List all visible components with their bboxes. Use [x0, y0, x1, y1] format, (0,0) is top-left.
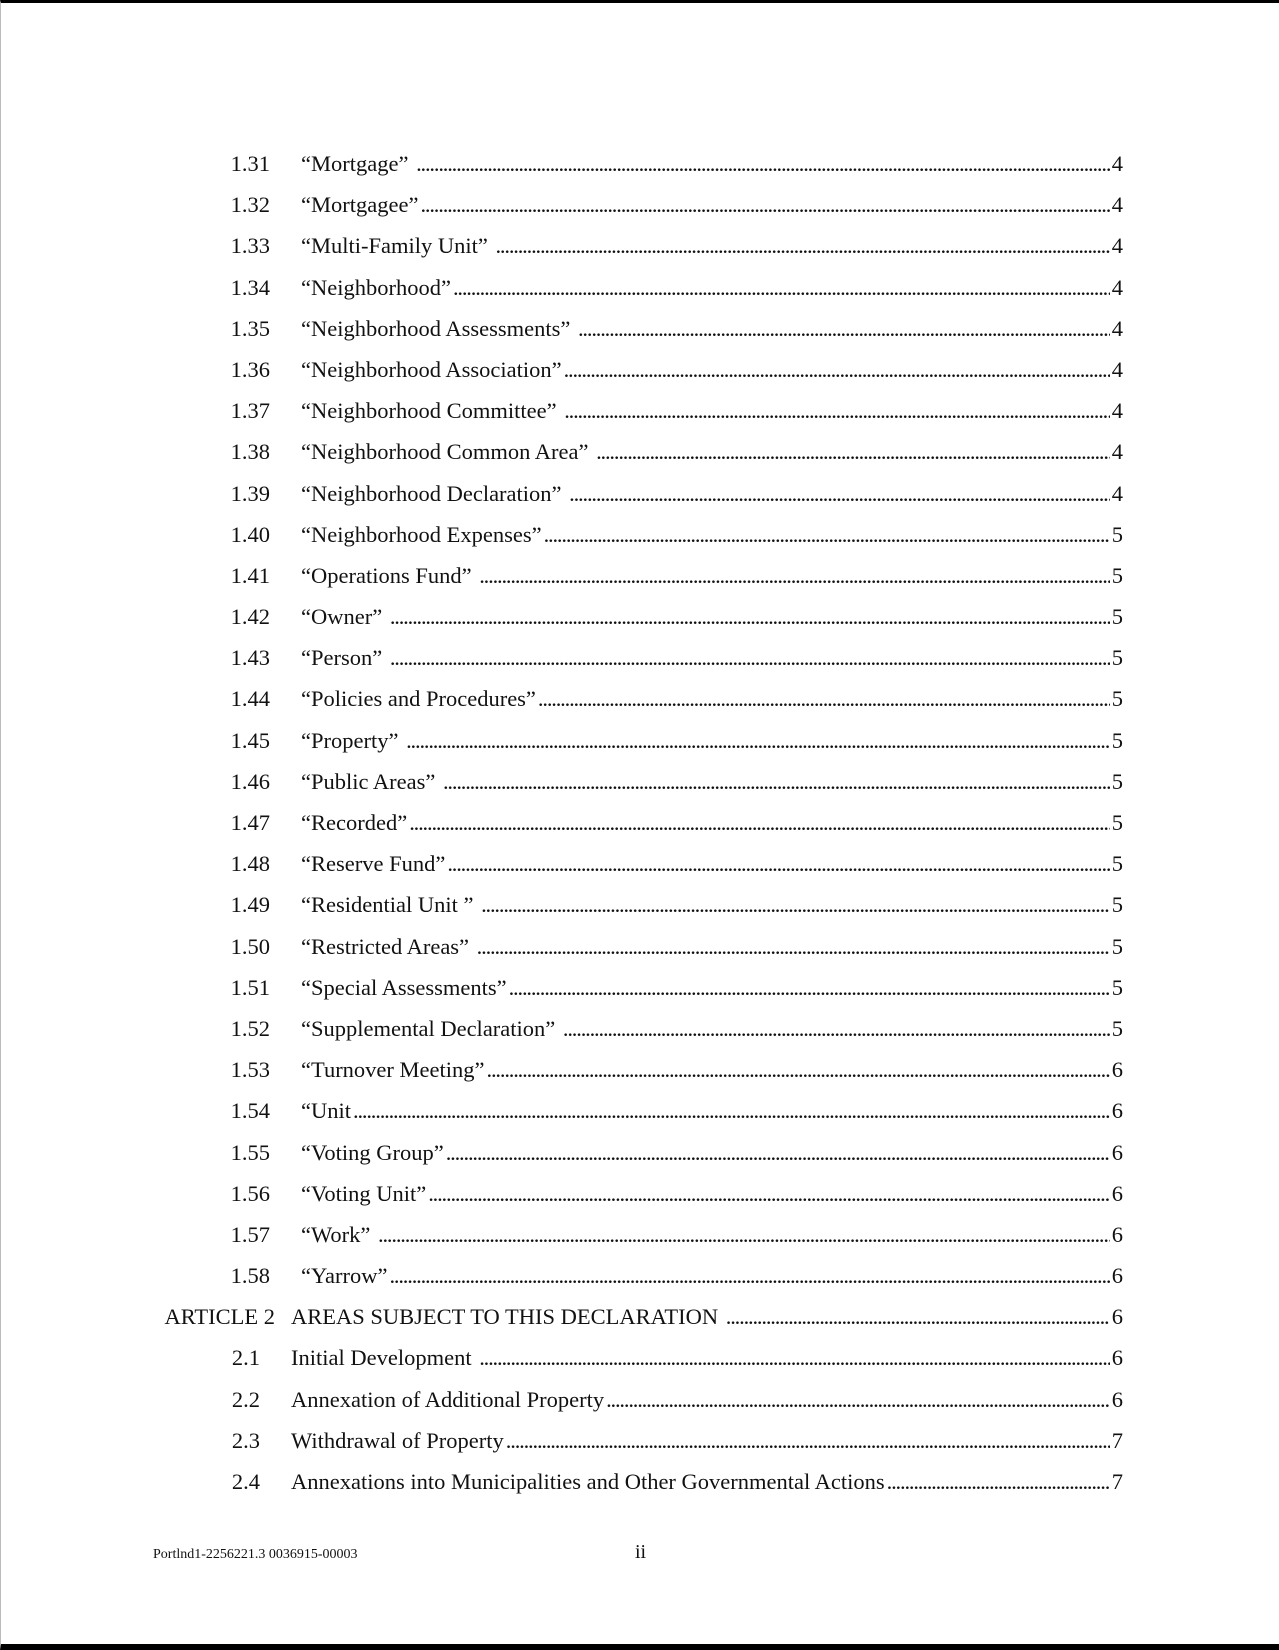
toc-entry-title: AREAS SUBJECT TO THIS DECLARATION [291, 1304, 724, 1330]
toc-entry [1, 843, 1279, 884]
toc-entry-page: 5 [1111, 974, 1123, 1000]
toc-entry-number: 1.56 [230, 1180, 270, 1206]
toc-entry-number: 1.31 [230, 151, 270, 176]
dot-leader [538, 678, 1110, 719]
toc-entry-page: 4 [1111, 233, 1123, 259]
toc-entry-page: 5 [1111, 1015, 1123, 1041]
toc-entry-number: 1.54 [230, 1098, 270, 1124]
toc-entry-page: 4 [1111, 192, 1123, 218]
table-of-contents [1, 143, 1279, 1502]
toc-entry-line [301, 349, 1123, 390]
toc-entry-page: 5 [1111, 892, 1123, 918]
toc-entry-title: “Multi-Family Unit” [301, 233, 494, 259]
toc-entry [1, 431, 1279, 472]
dot-leader [606, 1379, 1110, 1420]
toc-entry-line [301, 1173, 1123, 1214]
toc-entry-line [301, 596, 1123, 637]
toc-entry [1, 1379, 1279, 1420]
toc-entry-page: 5 [1111, 768, 1123, 794]
toc-entry [1, 678, 1279, 719]
toc-entry-page: 6 [1111, 1139, 1123, 1165]
toc-entry-line [301, 431, 1123, 472]
toc-entry-line [301, 555, 1123, 596]
toc-entry-number: 1.43 [230, 645, 270, 671]
toc-entry-line [301, 1049, 1123, 1090]
toc-entry [1, 1214, 1279, 1255]
toc-entry-line [301, 884, 1123, 925]
toc-entry-page: 7 [1111, 1427, 1123, 1453]
toc-entry [1, 1420, 1279, 1461]
toc-entry [1, 308, 1279, 349]
toc-entry-number: 1.49 [230, 892, 270, 918]
toc-entry-number: 2.2 [231, 1386, 260, 1412]
toc-entry [1, 184, 1279, 225]
toc-entry-line [301, 761, 1123, 802]
toc-entry-number: 1.48 [230, 851, 270, 877]
toc-entry [1, 1049, 1279, 1090]
toc-entry [1, 267, 1279, 308]
toc-entry-line [301, 678, 1123, 719]
toc-entry-title: “Neighborhood Committee” [301, 398, 563, 424]
toc-entry-title: “Neighborhood Association” [301, 356, 562, 382]
dot-leader [390, 637, 1110, 678]
toc-entry-page: 6 [1111, 1345, 1123, 1371]
toc-entry [1, 473, 1279, 514]
toc-entry-page: 4 [1111, 315, 1123, 341]
toc-entry-number: 1.36 [230, 356, 270, 382]
dot-leader [389, 1255, 1109, 1296]
dot-leader [479, 555, 1110, 596]
dot-leader [578, 308, 1110, 349]
toc-entry-number: 1.42 [230, 604, 270, 630]
dot-leader [390, 596, 1110, 637]
toc-entry-title: “Special Assessments” [301, 974, 507, 1000]
toc-entry-line [301, 843, 1123, 884]
toc-entry-number: ARTICLE 2 [164, 1304, 275, 1330]
dot-leader [726, 1296, 1110, 1337]
dot-leader [477, 926, 1110, 967]
toc-entry-line [301, 143, 1123, 184]
dot-leader [564, 349, 1110, 390]
toc-entry-title: “Supplemental Declaration” [301, 1015, 561, 1041]
toc-entry-line [291, 1379, 1123, 1420]
toc-entry-line [301, 184, 1123, 225]
toc-entry [1, 143, 1279, 184]
dot-leader [479, 1337, 1110, 1378]
toc-entry-page: 5 [1111, 604, 1123, 630]
toc-entry [1, 1008, 1279, 1049]
toc-entry-title: “Restricted Areas” [301, 933, 475, 959]
toc-entry-line [291, 1461, 1123, 1502]
dot-leader [506, 1420, 1110, 1461]
toc-entry-number: 2.1 [231, 1345, 260, 1371]
toc-entry-page: 4 [1111, 356, 1123, 382]
toc-entry-number: 1.37 [230, 398, 270, 424]
toc-entry-title: Withdrawal of Property [291, 1427, 504, 1453]
toc-entry [1, 349, 1279, 390]
toc-entry [1, 967, 1279, 1008]
toc-entry-page: 6 [1111, 1180, 1123, 1206]
toc-entry-title: “Reserve Fund” [301, 851, 446, 877]
dot-leader [406, 720, 1110, 761]
toc-entry [1, 1132, 1279, 1173]
toc-entry-number: 1.41 [230, 562, 270, 588]
toc-entry-line [291, 1296, 1123, 1337]
toc-entry-page: 5 [1111, 686, 1123, 712]
toc-entry-page: 4 [1111, 274, 1123, 300]
toc-entry-number: 1.47 [230, 810, 270, 835]
toc-entry-page: 6 [1111, 1221, 1123, 1247]
toc-entry [1, 720, 1279, 761]
toc-entry-number: 1.45 [230, 727, 270, 753]
toc-entry-title: “Mortgagee” [301, 192, 419, 218]
toc-entry-page: 5 [1111, 851, 1123, 877]
dot-leader [409, 802, 1110, 843]
toc-entry-title: “Operations Fund” [301, 562, 478, 588]
dot-leader [453, 267, 1110, 308]
toc-entry-page: 6 [1111, 1098, 1123, 1124]
toc-entry-page: 5 [1111, 933, 1123, 959]
toc-entry-line [301, 1214, 1123, 1255]
dot-leader [447, 843, 1109, 884]
toc-entry-title: “Voting Group” [301, 1139, 444, 1165]
dot-leader [509, 967, 1110, 1008]
toc-entry [1, 225, 1279, 266]
dot-leader [596, 431, 1110, 472]
dot-leader [495, 225, 1109, 266]
toc-entry-page: 5 [1111, 810, 1123, 835]
toc-entry-number: 1.34 [230, 274, 270, 300]
toc-entry-line [301, 926, 1123, 967]
toc-entry-line [301, 308, 1123, 349]
toc-entry-page: 5 [1111, 521, 1123, 547]
toc-entry-page: 6 [1111, 1057, 1123, 1083]
toc-entry [1, 1255, 1279, 1296]
toc-entry [1, 1461, 1279, 1502]
toc-entry-line [301, 1132, 1123, 1173]
toc-entry-page: 4 [1111, 398, 1123, 424]
toc-entry-title: “Person” [301, 645, 388, 671]
dot-leader [446, 1132, 1110, 1173]
toc-entry-title: Annexations into Municipalities and Other Governmental Actions [291, 1469, 885, 1494]
toc-entry-number: 1.58 [230, 1263, 270, 1289]
dot-leader [887, 1461, 1110, 1502]
toc-entry [1, 555, 1279, 596]
toc-entry-line [301, 720, 1123, 761]
toc-entry-title: “Policies and Procedures” [301, 686, 536, 712]
toc-entry-title: “Work” [301, 1221, 377, 1247]
toc-entry-number: 1.35 [230, 315, 270, 341]
toc-entry-title: “Property” [301, 727, 405, 753]
document-id: Portlnd1-2256221.3 0036915-00003 [153, 1547, 358, 1562]
toc-entry-line [291, 1420, 1123, 1461]
toc-entry [1, 1296, 1279, 1337]
toc-entry [1, 514, 1279, 555]
toc-entry-title: “Turnover Meeting” [301, 1057, 485, 1083]
toc-entry-number: 1.39 [230, 480, 270, 506]
toc-entry-line [301, 390, 1123, 431]
toc-entry-number: 1.46 [230, 768, 270, 794]
toc-entry-title: “Neighborhood Expenses” [301, 521, 542, 547]
toc-entry-page: 6 [1111, 1386, 1123, 1412]
toc-entry-line [301, 514, 1123, 555]
toc-entry-number: 1.33 [230, 233, 270, 259]
toc-entry-title: Annexation of Additional Property [291, 1386, 605, 1412]
toc-entry-line [301, 802, 1123, 843]
toc-entry-title: “Neighborhood Common Area” [301, 439, 595, 465]
toc-entry [1, 637, 1279, 678]
toc-entry-title: “Neighborhood Assessments” [301, 315, 576, 341]
toc-entry-title: “Neighborhood” [301, 274, 451, 300]
toc-entry-page: 7 [1111, 1469, 1123, 1494]
dot-leader [443, 761, 1110, 802]
toc-entry-page: 6 [1111, 1304, 1123, 1330]
toc-entry-number: 1.51 [230, 974, 270, 1000]
toc-entry-title: Initial Development [291, 1345, 478, 1371]
toc-entry-line [301, 637, 1123, 678]
toc-entry [1, 1173, 1279, 1214]
toc-entry-line [291, 1337, 1123, 1378]
toc-entry-page: 6 [1111, 1263, 1123, 1289]
toc-entry-page: 5 [1111, 562, 1123, 588]
toc-entry-title: “Residential Unit ” [301, 892, 480, 918]
toc-entry [1, 1090, 1279, 1131]
dot-leader [544, 514, 1110, 555]
toc-entry [1, 802, 1279, 843]
toc-entry-title: “Neighborhood Declaration” [301, 480, 568, 506]
toc-entry-number: 1.32 [230, 192, 270, 218]
toc-entry-line [301, 967, 1123, 1008]
toc-entry-page: 4 [1111, 480, 1123, 506]
toc-entry-number: 1.38 [230, 439, 270, 465]
toc-entry-number: 2.4 [231, 1469, 260, 1494]
toc-entry-title: “Owner” [301, 604, 388, 630]
toc-entry-number: 1.52 [230, 1015, 270, 1041]
toc-entry-page: 5 [1111, 645, 1123, 671]
dot-leader [564, 390, 1110, 431]
toc-entry-title: “Unit [301, 1098, 351, 1124]
toc-entry-number: 2.3 [231, 1427, 260, 1453]
toc-entry [1, 926, 1279, 967]
toc-entry [1, 596, 1279, 637]
dot-leader [487, 1049, 1110, 1090]
toc-entry-line [301, 1255, 1123, 1296]
toc-entry [1, 884, 1279, 925]
toc-entry-line [301, 473, 1123, 514]
toc-entry-title: “Voting Unit” [301, 1180, 427, 1206]
toc-entry-page: 4 [1111, 439, 1123, 465]
dot-leader [378, 1214, 1110, 1255]
toc-entry [1, 1337, 1279, 1378]
toc-entry [1, 390, 1279, 431]
dot-leader [416, 143, 1110, 184]
dot-leader [563, 1008, 1110, 1049]
dot-leader [428, 1173, 1110, 1214]
toc-entry-line [301, 1008, 1123, 1049]
dot-leader [481, 884, 1110, 925]
dot-leader [420, 184, 1109, 225]
page-number: ii [635, 1541, 647, 1563]
toc-entry-number: 1.55 [230, 1139, 270, 1165]
toc-entry-number: 1.57 [230, 1221, 270, 1247]
toc-entry-number: 1.50 [230, 933, 270, 959]
toc-entry-line [301, 225, 1123, 266]
toc-entry-page: 5 [1111, 727, 1123, 753]
toc-entry-page: 4 [1111, 151, 1123, 176]
toc-entry-number: 1.44 [230, 686, 270, 712]
toc-entry-number: 1.40 [230, 521, 270, 547]
toc-entry [1, 761, 1279, 802]
toc-entry-line [301, 1090, 1123, 1131]
toc-entry-title: “Mortgage” [301, 151, 415, 176]
toc-entry-title: “Recorded” [301, 810, 408, 835]
toc-entry-title: “Yarrow” [301, 1263, 388, 1289]
toc-entry-title: “Public Areas” [301, 768, 441, 794]
toc-entry-number: 1.53 [230, 1057, 270, 1083]
toc-entry-line [301, 267, 1123, 308]
dot-leader [353, 1090, 1110, 1131]
dot-leader [569, 473, 1110, 514]
